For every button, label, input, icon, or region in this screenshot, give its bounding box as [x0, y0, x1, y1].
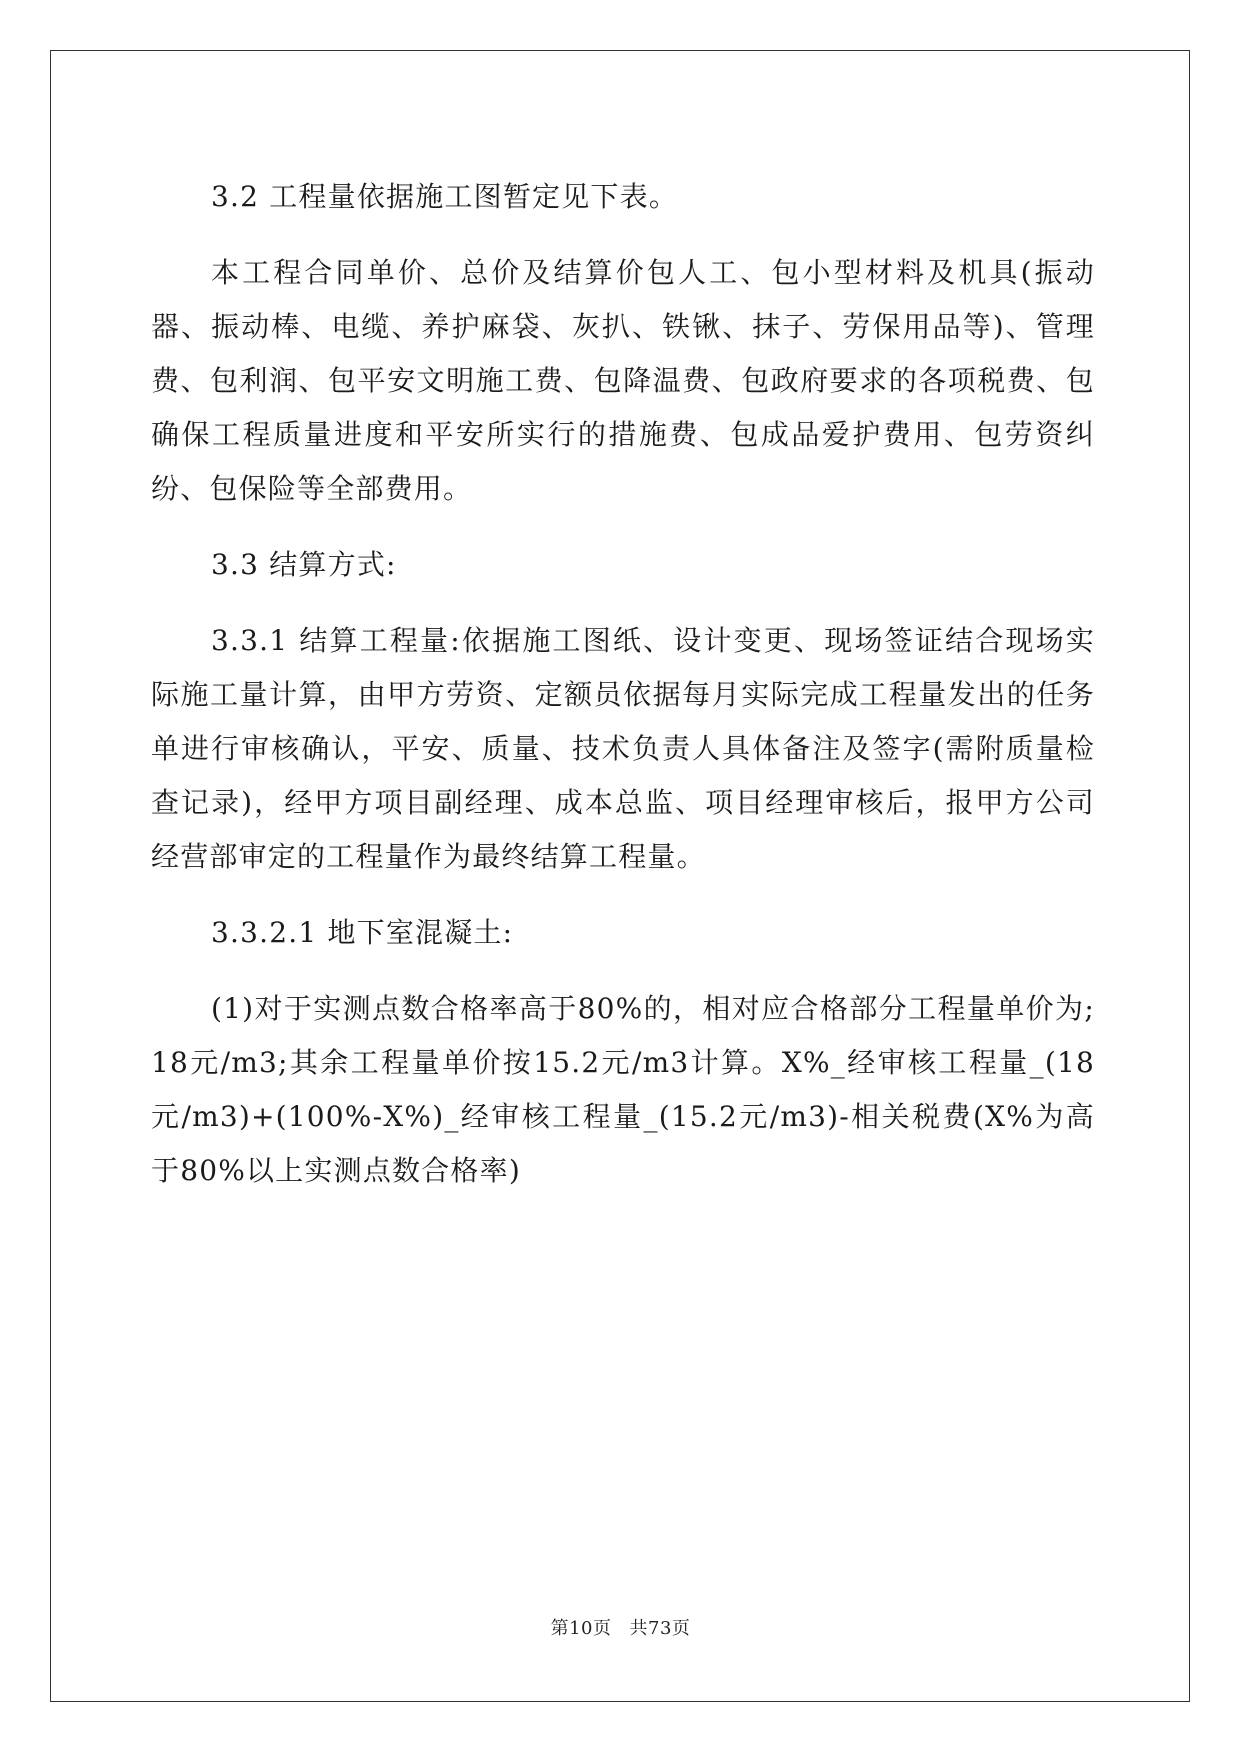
page-footer	[0, 1614, 1241, 1640]
paragraph-3-3-1: 3.3.1 结算工程量:依据施工图纸、设计变更、现场签证结合现场实际施工量计算，由甲方劳资、定额员依据每月实际完成工程量发出的任务单进行审核确认，平安、质量、技术负责人具体备注及签字(需附质量检查记录)，经甲方项目副经理、成本总监、项目经理审核后，报甲方公司经营部审定的工程量作为最终结算工程量。	[151, 624, 1095, 873]
page-total: 共73页	[629, 1618, 691, 1639]
page-number: 第10页	[550, 1618, 612, 1639]
paragraph-3-2: 3.2 工程量依据施工图暂定见下表。	[211, 180, 679, 213]
paragraph-3-3-2-1: 3.3.2.1 地下室混凝土:	[211, 916, 514, 949]
paragraph-contract-price: 本工程合同单价、总价及结算价包人工、包小型材料及机具(振动器、振动棒、电缆、养护麻袋、灰扒、铁锹、抹子、劳保用品等)、管理费、包利润、包平安文明施工费、包降温费、包政府要求的各项税费、包确保工程质量进度和平安所实行的措施费、包成品爱护费用、包劳资纠纷、包保险等全部费用。	[151, 256, 1095, 505]
document-body	[151, 170, 1095, 1198]
paragraph-item-1: (1)对于实测点数合格率高于80%的，相对应合格部分工程量单价为;18元/m3;其余工程量单价按15.2元/m3计算。X%_经审核工程量_(18元/m3)+(100%-X%)_经审核工程量_(15.2元/m3)-相关税费(X%为高于80%以上实测点数合格率)	[151, 992, 1095, 1187]
paragraph-3-3: 3.3 结算方式:	[211, 548, 397, 581]
